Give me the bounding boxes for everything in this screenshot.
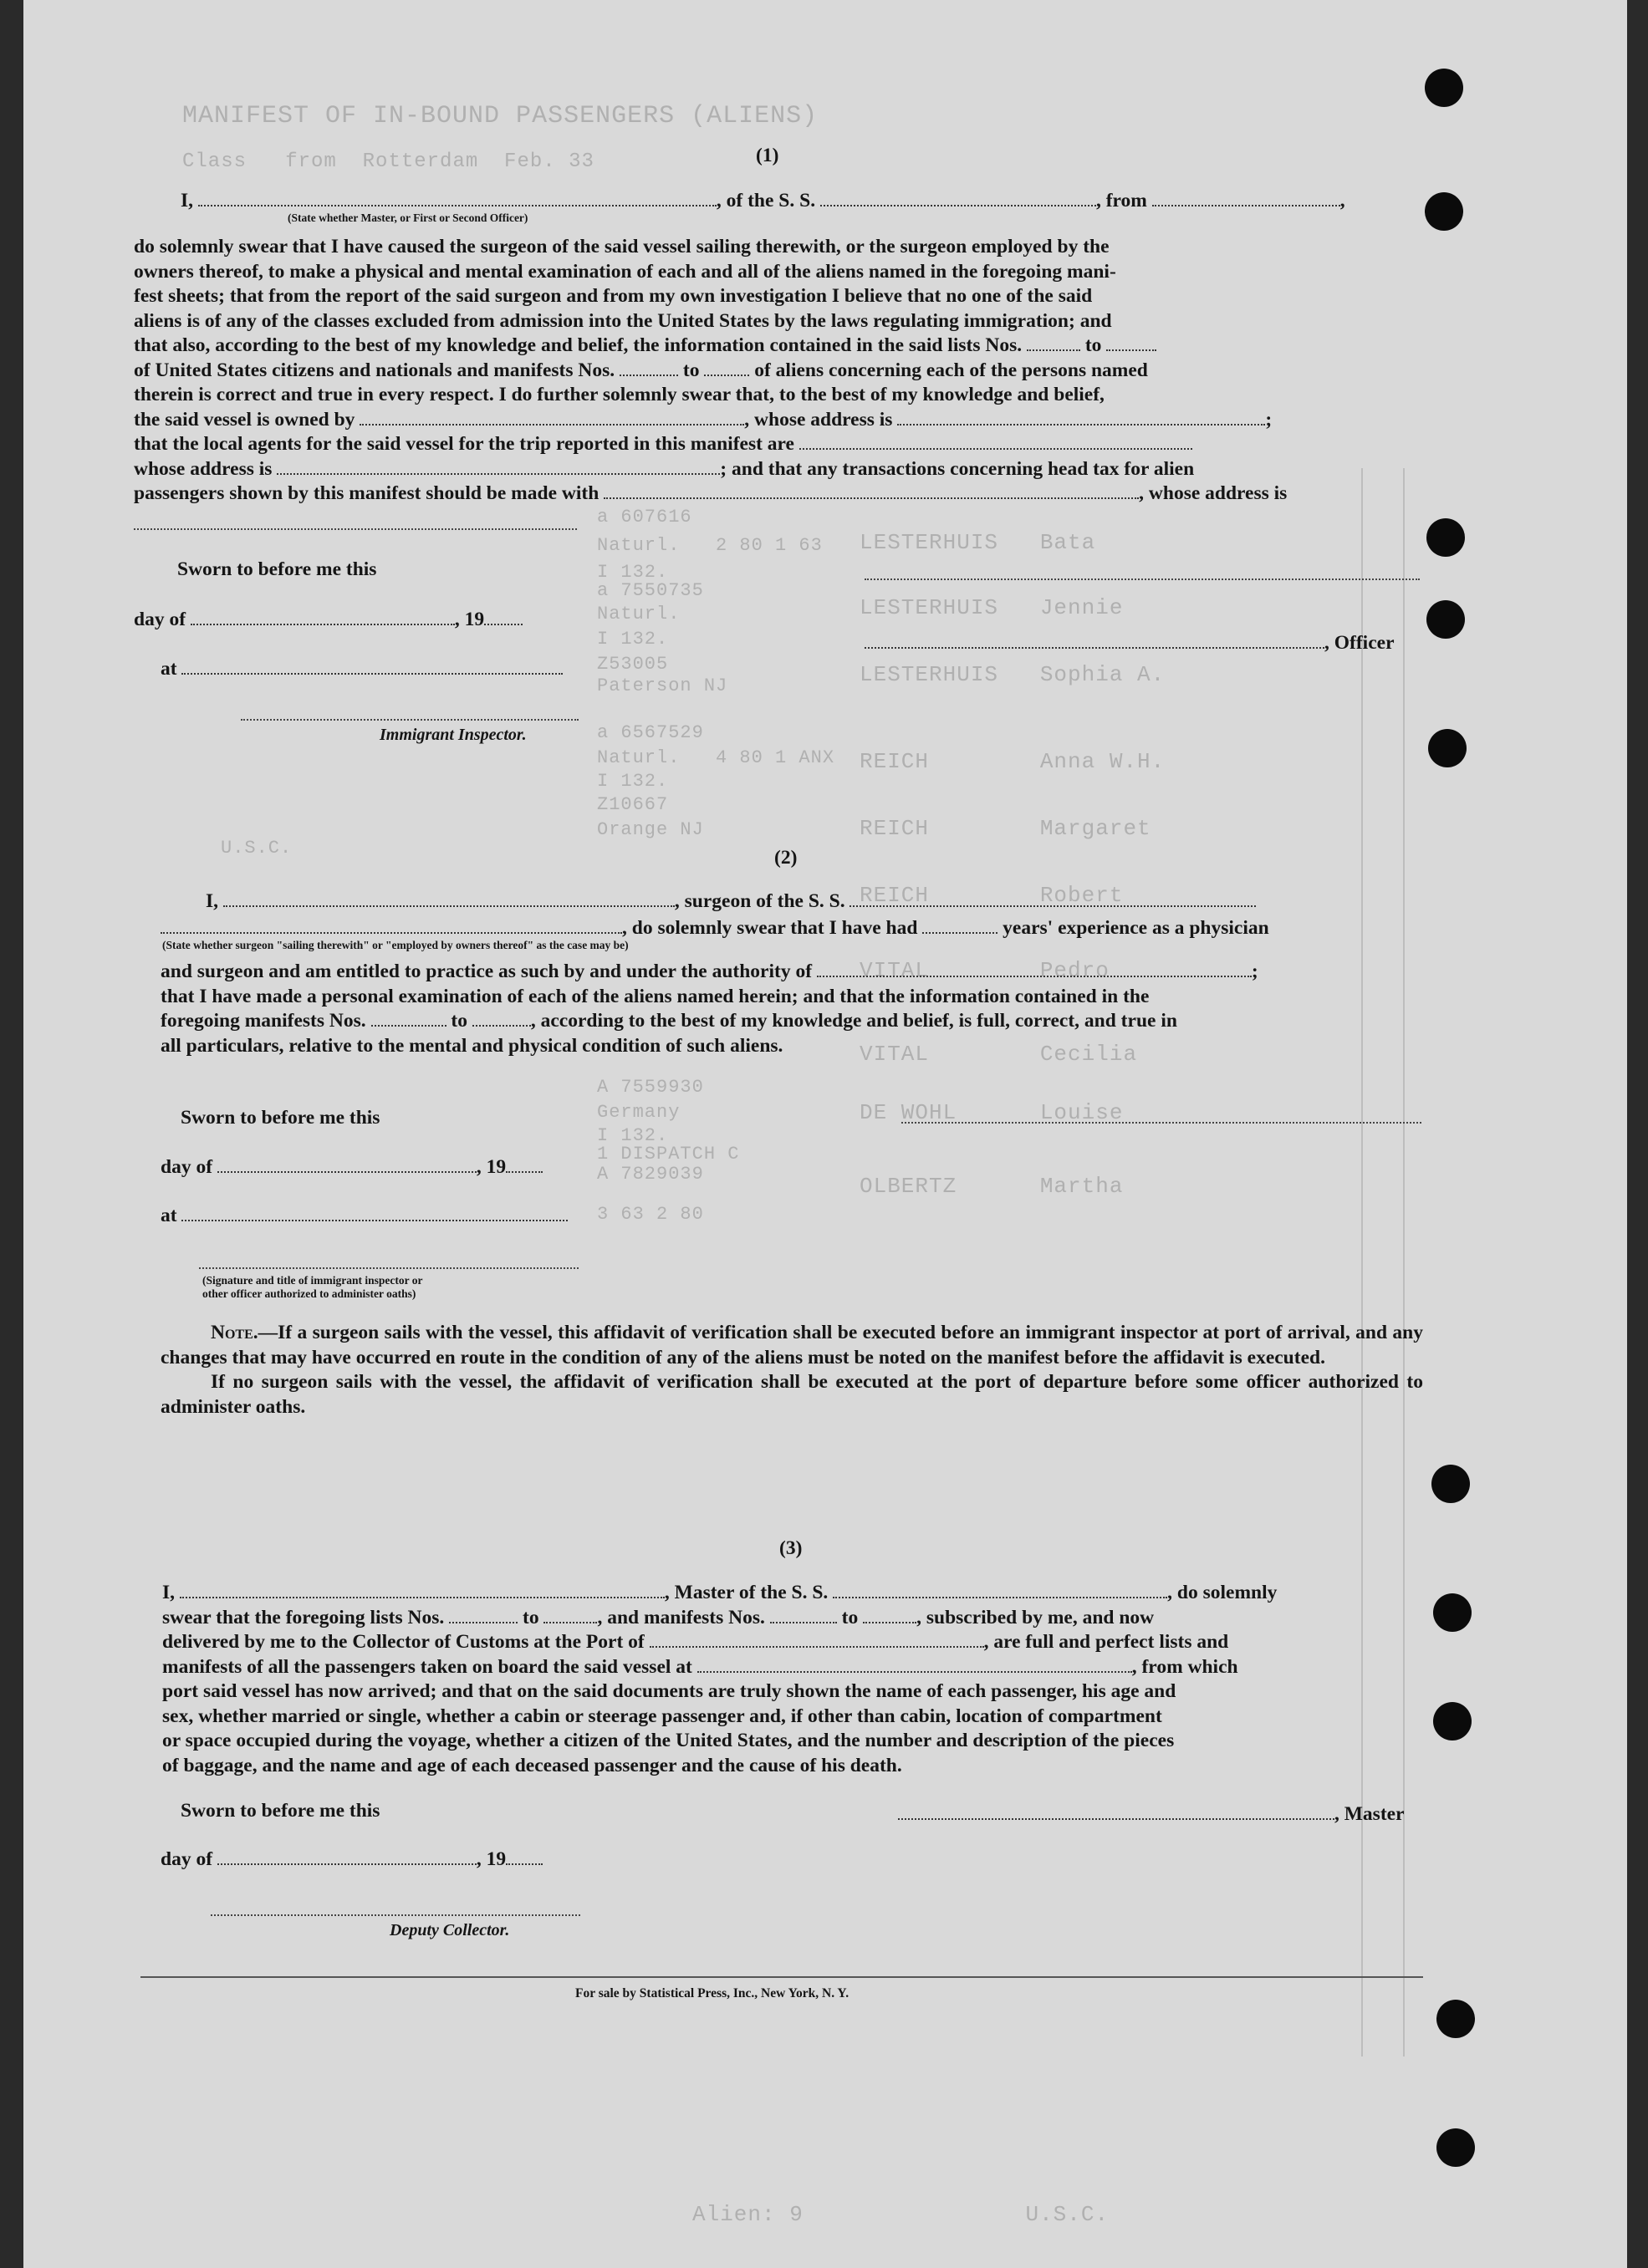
bleed-name: DE WOHL Louise — [860, 1100, 1124, 1125]
bleed-name: LESTERHUIS Bata — [860, 530, 1096, 555]
note-paragraph: Note.—If a surgeon sails with the vessel, this affidavit of verification shall be executed before an immigrant inspector at port of arrival, and any changes that may have occurred en route in the condition of any of the aliens must be noted on the manifest before the affidavit is executed. — [161, 1322, 1423, 1368]
bleed-code: Z10667 — [597, 794, 669, 815]
section-number: (3) — [779, 1537, 803, 1559]
signature-line[interactable] — [901, 1122, 1421, 1124]
oath-line: delivered by me to the Collector of Customs at the Port of , are full and perfect lists and — [162, 1631, 1229, 1653]
blank-field[interactable] — [922, 917, 997, 934]
bleed-name: LESTERHUIS Sophia A. — [860, 662, 1166, 687]
officer-line: , Officer — [865, 631, 1395, 655]
oath-line: that the local agents for the said vessel for the trip reported in this manifest are — [134, 432, 1421, 457]
bleed-code: Paterson NJ — [597, 675, 728, 696]
blank-field[interactable] — [1106, 334, 1156, 351]
blank-field[interactable] — [543, 1607, 597, 1623]
blank-field[interactable] — [604, 482, 1139, 499]
blank-field[interactable] — [697, 1656, 1132, 1673]
blank-field[interactable] — [1152, 190, 1340, 206]
oath-line: of baggage, and the name and age of each deceased passenger and the cause of his death. — [162, 1754, 902, 1776]
punch-hole — [1436, 2128, 1475, 2167]
bleed-name: VITAL Pedro — [860, 958, 1110, 983]
bleed-name: REICH Robert — [860, 883, 1124, 908]
sworn-label: Sworn to before me this — [181, 1107, 380, 1129]
date-line: day of , 19 — [161, 1848, 543, 1871]
punch-hole — [1425, 192, 1463, 231]
signature-line[interactable] — [241, 719, 579, 721]
oath-line: aliens is of any of the classes excluded from admission into the United States by the laws regulating immigration; and — [134, 309, 1112, 332]
bleed-code: Orange NJ — [597, 819, 704, 840]
oath-line: of United States citizens and nationals and manifests Nos. to of aliens concerning each of the persons named — [134, 359, 1148, 381]
oath-line: do solemnly swear that I have caused the surgeon of the said vessel sailing therewith, or the surgeon employed by the — [134, 236, 1110, 257]
oath-paragraph — [162, 1581, 1423, 1778]
punch-hole — [1433, 1593, 1472, 1632]
blank-field[interactable] — [191, 609, 455, 625]
oath-text: , of the S. S. — [716, 190, 816, 212]
oath-line: owners thereof, to make a physical and mental examination of each and all of the aliens named in the foregoing mani- — [134, 260, 1116, 283]
blank-field[interactable] — [897, 409, 1265, 426]
signature-line[interactable] — [865, 632, 1324, 649]
blank-field[interactable] — [198, 190, 717, 206]
blank-field[interactable] — [217, 1848, 477, 1865]
bleed-name: LESTERHUIS Jennie — [860, 595, 1124, 620]
oath-paragraph — [134, 235, 1421, 507]
punch-hole — [1426, 518, 1465, 557]
oath-line: that I have made a personal examination of each of the aliens named herein; and that the information contained in the — [161, 985, 1150, 1007]
signature-line[interactable] — [199, 1267, 579, 1269]
blank-field[interactable] — [181, 658, 563, 675]
bleed-code: a 607616 — [597, 507, 692, 528]
blank-field[interactable] — [799, 433, 1192, 450]
blank-field[interactable] — [371, 1010, 446, 1027]
blank-field[interactable] — [223, 890, 675, 907]
oath-line: sex, whether married or single, whether a cabin or steerage passenger and, if other than cabin, location of compartment — [162, 1705, 1162, 1727]
oath-line: fest sheets; that from the report of the said surgeon and from my own investigation I believe that no one of the said — [134, 285, 1093, 307]
blank-field[interactable] — [472, 1010, 531, 1027]
date-line: day of , 19 — [161, 1155, 543, 1179]
bleed-name: VITAL Cecilia — [860, 1042, 1138, 1067]
bleed-code: I 132. — [597, 1125, 669, 1146]
bleed-code: Alien: 9 U.S.C. — [692, 2202, 1110, 2227]
signer-title: (Signature and title of immigrant inspector or — [202, 1274, 423, 1287]
oath-line: whose address is ; and that any transactions concerning head tax for alien — [134, 457, 1195, 480]
blank-field[interactable] — [506, 1156, 543, 1173]
bleed-name: REICH Anna W.H. — [860, 749, 1166, 774]
blank-field[interactable] — [180, 1582, 665, 1598]
note-paragraph: If no surgeon sails with the vessel, the affidavit of verification shall be executed at the port of departure before some officer authorized to administer oaths. — [161, 1371, 1423, 1418]
bleed-code: A 7829039 — [597, 1164, 704, 1185]
signature-line[interactable] — [898, 1803, 1334, 1820]
oath-line: passengers shown by this manifest should be made with , whose address is — [134, 482, 1288, 504]
section-number: (1) — [756, 145, 779, 166]
bleed-code: 3 63 2 80 — [597, 1204, 704, 1225]
bleed-code: Naturl. — [597, 604, 681, 624]
bleed-name: OLBERTZ Martha — [860, 1174, 1124, 1199]
punch-hole — [1425, 69, 1463, 107]
sworn-label: Sworn to before me this — [177, 558, 377, 580]
punch-hole — [1433, 1702, 1472, 1740]
oath-line: the said vessel is owned by , whose address is ; — [134, 408, 1273, 431]
place-line: at — [161, 657, 563, 680]
blank-field[interactable] — [650, 1631, 984, 1648]
bleed-code: Naturl. 4 80 1 ANX — [597, 747, 835, 768]
oath-line: I, , surgeon of the S. S. — [206, 889, 1256, 913]
master-line: , Master — [898, 1802, 1405, 1826]
blank-field[interactable] — [820, 190, 1096, 206]
bleed-code: I 132. — [597, 629, 669, 650]
oath-line: manifests of all the passengers taken on board the said vessel at , from which — [162, 1655, 1238, 1678]
bleed-code: U.S.C. — [221, 838, 293, 859]
field-note: (State whether surgeon "sailing therewith" or "employed by owners thereof" as the case may be) — [162, 939, 629, 951]
blank-field[interactable] — [161, 917, 622, 934]
sworn-label: Sworn to before me this — [181, 1800, 380, 1822]
oath-line: that also, according to the best of my knowledge and belief, the information contained in the said lists Nos. to — [134, 334, 1421, 359]
bleed-code: A 7559930 — [597, 1077, 704, 1098]
blank-field[interactable] — [850, 890, 1256, 907]
manifest-page — [23, 0, 1627, 2268]
printer-credit: For sale by Statistical Press, Inc., New York, N. Y. — [575, 1986, 850, 2000]
oath-line: I, , of the S. S. , from , — [181, 190, 1345, 212]
bleed-code: a 7550735 — [597, 580, 704, 601]
oath-line: port said vessel has now arrived; and that on the said documents are truly shown the name of each passenger, his age and — [162, 1680, 1176, 1702]
blank-field[interactable] — [1027, 334, 1080, 351]
oath-paragraph — [161, 960, 1423, 1058]
blank-field[interactable] — [181, 1205, 568, 1221]
blank-field[interactable] — [817, 961, 1252, 977]
oath-line: and surgeon and am entitled to practice as such by and under the authority of ; — [161, 961, 1258, 982]
field-note: (State whether Master, or First or Second Officer) — [288, 212, 528, 224]
oath-line: I, , Master of the S. S. , do solemnly — [162, 1582, 1278, 1603]
blank-field[interactable] — [484, 609, 523, 625]
blank-field[interactable] — [770, 1607, 837, 1623]
punch-hole — [1426, 600, 1465, 639]
signature-line[interactable] — [865, 578, 1420, 580]
bleed-heading: Class from Rotterdam Feb. 33 — [182, 150, 594, 173]
punch-hole — [1431, 1465, 1470, 1503]
bleed-code: Naturl. 2 80 1 63 — [597, 535, 823, 556]
blank-field[interactable] — [704, 359, 749, 376]
oath-text: , from — [1095, 190, 1147, 212]
blank-field[interactable] — [277, 458, 720, 475]
bleed-code: Z53005 — [597, 654, 669, 675]
blank-field[interactable] — [360, 409, 744, 426]
blank-field[interactable] — [506, 1848, 543, 1865]
bleed-code: a 6567529 — [597, 722, 704, 743]
blank-field[interactable] — [620, 359, 678, 376]
date-line: day of , 19 — [134, 608, 523, 631]
signature-line[interactable] — [211, 1914, 580, 1916]
bleed-name: REICH Margaret — [860, 816, 1151, 841]
signer-title: Immigrant Inspector. — [380, 726, 527, 744]
oath-line: all particulars, relative to the mental and physical condition of such aliens. — [161, 1034, 783, 1057]
oath-line: or space occupied during the voyage, whether a citizen of the United States, and the number and description of the pieces — [162, 1730, 1175, 1751]
bleed-code: Germany — [597, 1102, 681, 1123]
oath-line: , do solemnly swear that I have had years' experience as a physician — [161, 916, 1269, 940]
note-block — [161, 1321, 1423, 1419]
oath-line: therein is correct and true in every respect. I do further solemnly swear that, to the best of my knowledge and belief, — [134, 384, 1105, 405]
punch-hole — [1428, 729, 1467, 767]
signer-title: Deputy Collector. — [390, 1921, 510, 1939]
signer-title: other officer authorized to administer oaths) — [202, 1287, 416, 1300]
bleed-heading: MANIFEST OF IN-BOUND PASSENGERS (ALIENS) — [182, 102, 819, 130]
bleed-code: 1 DISPATCH C — [597, 1144, 740, 1165]
blank-field[interactable] — [863, 1607, 916, 1623]
oath-text: I, — [181, 190, 194, 212]
footer-rule — [140, 1976, 1423, 1978]
oath-line: swear that the foregoing lists Nos. to , and manifests Nos. to , subscribed by me, and now — [162, 1606, 1155, 1628]
blank-field[interactable] — [833, 1582, 1167, 1598]
oath-line: foregoing manifests Nos. to , according to the best of my knowledge and belief, is full, correct, and true in — [161, 1010, 1177, 1032]
blank-field[interactable] — [217, 1156, 477, 1173]
section-number: (2) — [774, 847, 798, 869]
punch-hole — [1436, 2000, 1475, 2038]
bleed-code: I 132. — [597, 562, 669, 583]
blank-field[interactable] — [449, 1607, 518, 1623]
blank-field[interactable] — [134, 528, 577, 530]
bleed-code: I 132. — [597, 771, 669, 792]
place-line: at — [161, 1204, 568, 1227]
